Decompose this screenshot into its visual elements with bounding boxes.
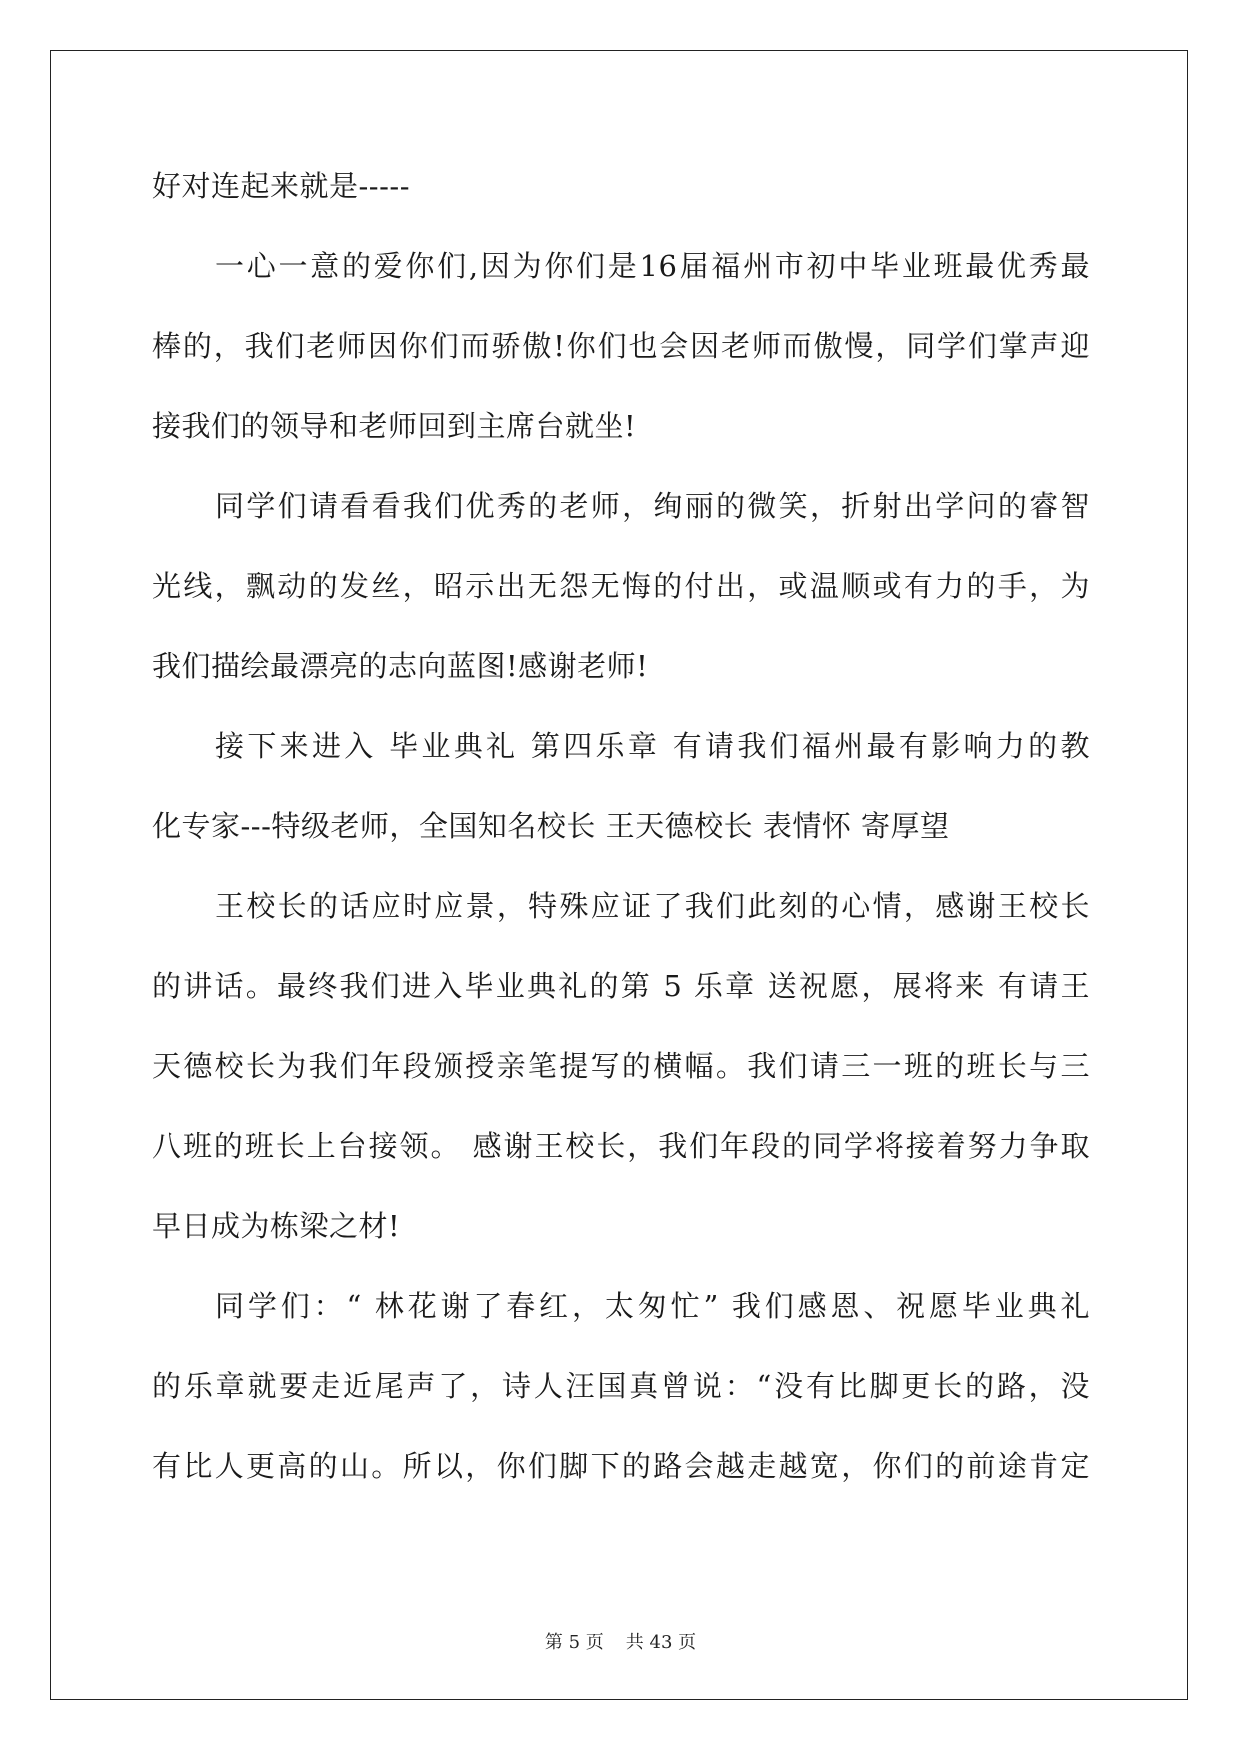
text-line: 早日成为栋梁之材! xyxy=(152,1209,401,1243)
text-line: 我们描绘最漂亮的志向蓝图!感谢老师! xyxy=(152,649,649,683)
text-line: 光线，飘动的发丝，昭示出无怨无悔的付出，或温顺或有力的手，为 xyxy=(152,569,1090,603)
document-body xyxy=(152,168,1090,1528)
page-number: 第 5 页 xyxy=(544,1632,604,1653)
paragraph-start-line: 同学们：“ 林花谢了春红，太匆忙” 我们感恩、祝愿毕业典礼 xyxy=(215,1289,1090,1323)
text-line: 的讲话。最终我们进入毕业典礼的第 5 乐章 送祝愿，展将来 有请王 xyxy=(152,969,1090,1003)
text-line: 有比人更高的山。所以，你们脚下的路会越走越宽，你们的前途肯定 xyxy=(152,1449,1090,1483)
text-line: 接我们的领导和老师回到主席台就坐! xyxy=(152,409,637,443)
text-line: 天德校长为我们年段颁授亲笔提写的横幅。我们请三一班的班长与三 xyxy=(152,1049,1090,1083)
text-line: 八班的班长上台接领。 感谢王校长，我们年段的同学将接着努力争取 xyxy=(152,1129,1090,1163)
page-total: 共 43 页 xyxy=(625,1632,697,1653)
text-line: 好对连起来就是----- xyxy=(152,169,410,203)
page-footer xyxy=(0,1628,1241,1654)
text-line: 棒的，我们老师因你们而骄傲!你们也会因老师而傲慢，同学们掌声迎 xyxy=(152,329,1090,363)
paragraph-start-line: 王校长的话应时应景，特殊应证了我们此刻的心情，感谢王校长 xyxy=(215,889,1090,923)
paragraph-start-line: 同学们请看看我们优秀的老师，绚丽的微笑，折射出学问的睿智 xyxy=(215,489,1090,523)
text-line: 化专家---特级老师，全国知名校长 王天德校长 表情怀 寄厚望 xyxy=(152,809,950,843)
paragraph-start-line: 一心一意的爱你们,因为你们是16届福州市初中毕业班最优秀最 xyxy=(215,249,1090,283)
paragraph-start-line: 接下来进入 毕业典礼 第四乐章 有请我们福州最有影响力的教 xyxy=(215,729,1090,763)
text-line: 的乐章就要走近尾声了，诗人汪国真曾说：“没有比脚更长的路，没 xyxy=(152,1369,1090,1403)
